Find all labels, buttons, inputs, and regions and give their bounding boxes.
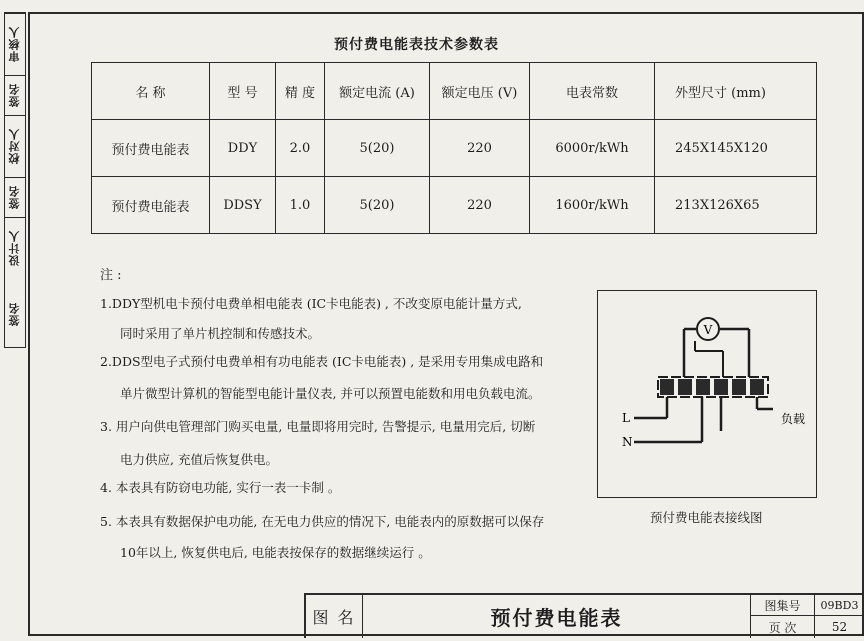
- wiring-diagram: [597, 290, 817, 498]
- note-2-cont: 单片微型计算机的智能型电能计量仪表, 并可以预置电能数和用电负载电流。: [120, 386, 541, 401]
- cell-dimensions: 213X126X65: [655, 177, 817, 234]
- label-n: N: [622, 435, 633, 449]
- sidebar-cell-checker: 校对人: [5, 115, 25, 177]
- table-header-row: [92, 63, 817, 120]
- cell-constant: 1600r/kWh: [530, 177, 655, 234]
- header-constant: 电表常数: [530, 63, 655, 120]
- header-dimensions: 外型尺寸 (mm): [655, 63, 817, 120]
- terminal-icon: [714, 379, 728, 395]
- cell-name: 预付费电能表: [92, 120, 210, 177]
- page-value: 52: [814, 616, 864, 638]
- page-label: 页 次: [750, 616, 814, 638]
- cell-constant: 6000r/kWh: [530, 120, 655, 177]
- cell-current: 5(20): [325, 177, 430, 234]
- table-row: [92, 177, 817, 234]
- note-5: 5. 本表具有数据保护电功能, 在无电力供应的情况下, 电能表内的原数据可以保存: [100, 514, 545, 529]
- header-accuracy: 精 度: [276, 63, 325, 120]
- wiring-diagram-svg: [598, 291, 815, 496]
- table-title: 预付费电能表技术参数表: [334, 37, 499, 53]
- notes-heading: 注 :: [100, 268, 122, 283]
- meter-symbol: V: [703, 323, 713, 337]
- sidebar-cell-sign-1: 签名: [5, 75, 25, 115]
- header-current: 额定电流 (A): [325, 63, 430, 120]
- note-4: 4. 本表具有防窃电功能, 实行一表一卡制 。: [100, 480, 341, 495]
- note-1-cont: 同时采用了单片机控制和传感技术。: [120, 326, 321, 341]
- note-5-cont: 10年以上, 恢复供电后, 电能表按保存的数据继续运行 。: [120, 545, 431, 560]
- label-l: L: [622, 411, 630, 425]
- sidebar-cell-sign-2: 签名: [5, 177, 25, 217]
- cell-voltage: 220: [430, 177, 530, 234]
- sidebar-cell-reviewer: 审核人: [5, 13, 25, 75]
- terminal-icon: [660, 379, 674, 395]
- terminal-icon: [696, 379, 710, 395]
- header-model: 型 号: [210, 63, 276, 120]
- terminal-icon: [750, 379, 764, 395]
- spec-table: [91, 62, 817, 234]
- cell-model: DDSY: [210, 177, 276, 234]
- table-row: [92, 120, 817, 177]
- cell-dimensions: 245X145X120: [655, 120, 817, 177]
- title-block: [304, 593, 864, 638]
- title-name-value: 预付费电能表: [362, 595, 750, 638]
- note-1: 1.DDY型机电卡预付电费单相电能表 (IC卡电能表) , 不改变原电能计量方式,: [100, 296, 522, 311]
- label-load: 负载: [781, 412, 806, 426]
- cell-accuracy: 2.0: [276, 120, 325, 177]
- cell-current: 5(20): [325, 120, 430, 177]
- cell-accuracy: 1.0: [276, 177, 325, 234]
- note-3-cont: 电力供应, 充值后恢复供电。: [120, 452, 278, 467]
- note-3: 3. 用户向供电管理部门购买电量, 电量即将用完时, 告警提示, 电量用完后, 切断: [100, 419, 536, 434]
- cell-name: 预付费电能表: [92, 177, 210, 234]
- title-name-label: 图 名: [304, 595, 362, 638]
- signature-strip: [4, 12, 26, 348]
- terminal-icon: [732, 379, 746, 395]
- diagram-caption: 预付费电能表接线图: [650, 510, 763, 525]
- header-name: 名 称: [92, 63, 210, 120]
- note-2: 2.DDS型电子式预付电费单相有功电能表 (IC卡电能表) , 是采用专用集成电路和: [100, 354, 544, 369]
- atlas-label: 图集号: [750, 595, 814, 616]
- cell-voltage: 220: [430, 120, 530, 177]
- header-voltage: 额定电压 (V): [430, 63, 530, 120]
- terminal-icon: [678, 379, 692, 395]
- atlas-value: 09BD3: [814, 595, 864, 616]
- cell-model: DDY: [210, 120, 276, 177]
- sidebar-cell-designer: 设计人: [5, 217, 25, 279]
- sidebar-cell-sign-3: 签名: [8, 302, 21, 326]
